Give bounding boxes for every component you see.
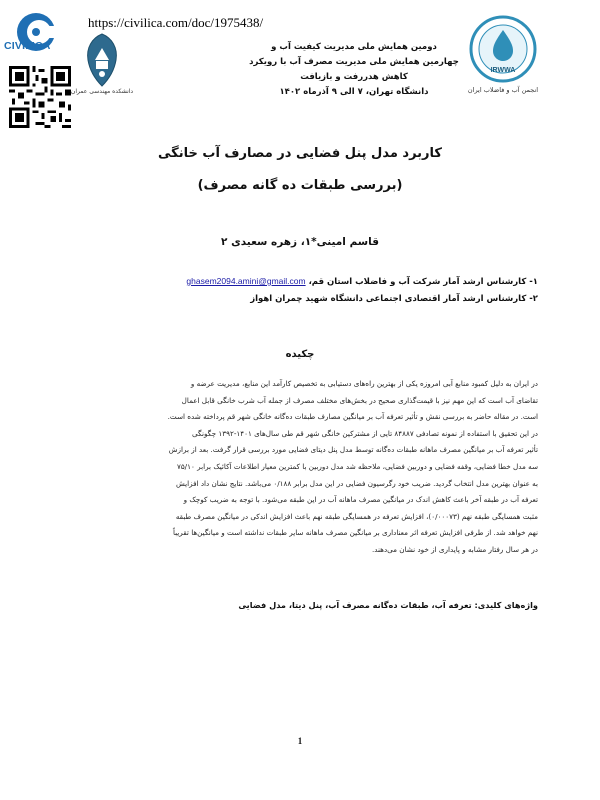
author-email-link[interactable]: ghasem2094.amini@gmail.com bbox=[186, 276, 306, 286]
abstract-line: تأثیر تعرفه آب بر میانگین مصرف ماهانه طبقات ده‌گانه توسط مدل پنل دیتای فضایی مورد بررسی قرار گرفت. بعد از برازش bbox=[168, 445, 538, 455]
affiliation-1-text: ۱- کارشناس ارشد آمار شرکت آب و فاضلاب استان قم، bbox=[308, 277, 538, 287]
abstract-line: سه مدل خطا فضایی، وقفه فضایی و دوربین فضایی، ملاحظه شد مدل دوربین با کمترین معیار اطلاعات آکائیک برابر ۷۵/۱۰ bbox=[176, 461, 538, 471]
keywords: واژه‌های کلیدی: تعرفه آب، طبقات ده‌گانه مصرف آب، پنل دیتا، مدل فضایی bbox=[238, 600, 538, 610]
paper-subtitle: (بررسی طبقات ده گانه مصرف) bbox=[197, 178, 403, 193]
paper-title: کاربرد مدل پنل فضایی در مصارف آب خانگی bbox=[158, 146, 442, 161]
abstract-line: تعرفه آب در طبقه آخر باعث کاهش اندک در میانگین مصرف ماهانه آب در این طبقه می‌شود. با توجه به ضریب کوچک و bbox=[183, 495, 538, 505]
university-caption: دانشکده مهندسی عمران bbox=[70, 88, 134, 95]
abstract-line: مثبت همسایگی طبقه نهم (۰/۰۰۰۷۳)، افزایش تعرفه در همسایگی طبقه نهم باعث افزایش اندکی در میانگین مصرف طبقه bbox=[175, 511, 538, 521]
abstract-heading: چکیده bbox=[285, 349, 315, 360]
university-logo bbox=[78, 30, 126, 90]
civilica-brand-text: CIVILICA bbox=[4, 40, 51, 52]
association-logo-text: IRWWA bbox=[490, 67, 516, 74]
page-number: 1 bbox=[297, 736, 303, 746]
abstract-line: است. در مقاله حاضر به بررسی نقش و تأثیر تعرفه آب بر میانگین مصارف طبقات ده‌گانه خانگی شهر قم پرداخته شده است. bbox=[167, 412, 538, 422]
abstract-line: تقاضای آب است که این مهم نیز با قیمت‌گذاری صحیح در بخش‌های مختلف مصرف از جمله آب شرب خانگی قابل اعمال bbox=[181, 395, 538, 405]
abstract-line: نهم خواهد شد. از طرفی افزایش تعرفه اثر معناداری بر میانگین مصرف ماهانه سایر طبقات نداشته است و میانگین‌ها تقریباً bbox=[172, 528, 538, 538]
affiliation-2: ۲- کارشناس ارشد آمار اقتصادی اجتماعی دانشگاه شهید چمران اهواز bbox=[250, 294, 538, 304]
conference-line: چهارمین همایش ملی مدیریت مصرف آب با رویکرد کاهش هدررفت و بازیافت bbox=[249, 57, 459, 82]
conference-line: دومین همایش ملی مدیریت کیفیت آب و bbox=[271, 42, 437, 52]
conference-line: دانشگاه تهران، ۷ الی ۹ آذرماه ۱۴۰۲ bbox=[279, 87, 429, 97]
abstract-line: در این تحقیق با استفاده از نمونه تصادفی ۸۴۸۸۷ تایی از مشترکین خانگی شهر قم طی سال‌های ۱۴۰۱-۱۳۹۲ چگونگی bbox=[191, 428, 538, 438]
association-caption: انجمن آب و فاضلاب ایران bbox=[467, 86, 539, 94]
abstract-line: به عنوان بهترین مدل انتخاب گردید. ضریب خود رگرسیون فضایی در این مدل برابر ۰/۱۸۸ می‌باشد. نتایج نشان داد افزایش bbox=[176, 478, 538, 488]
affiliation-1 bbox=[186, 276, 538, 287]
abstract-body bbox=[62, 376, 538, 559]
abstract-line: در هر سال رفتار مشابه و پایداری از خود نشان می‌دهند. bbox=[371, 544, 538, 554]
civilica-logo bbox=[6, 8, 68, 66]
conference-header bbox=[240, 40, 468, 100]
document-url[interactable]: https://civilica.com/doc/1975438/ bbox=[88, 15, 264, 30]
paper-authors: قاسم امینی*۱، زهره سعیدی ۲ bbox=[221, 236, 379, 248]
water-association-logo bbox=[468, 14, 538, 84]
abstract-line: در ایران به دلیل کمبود منابع آبی امروزه یکی از بهترین راه‌های دستیابی به تخصیص کارآمد این منابع، مدیریت عرضه و bbox=[190, 379, 538, 388]
qr-code-icon bbox=[9, 66, 71, 128]
